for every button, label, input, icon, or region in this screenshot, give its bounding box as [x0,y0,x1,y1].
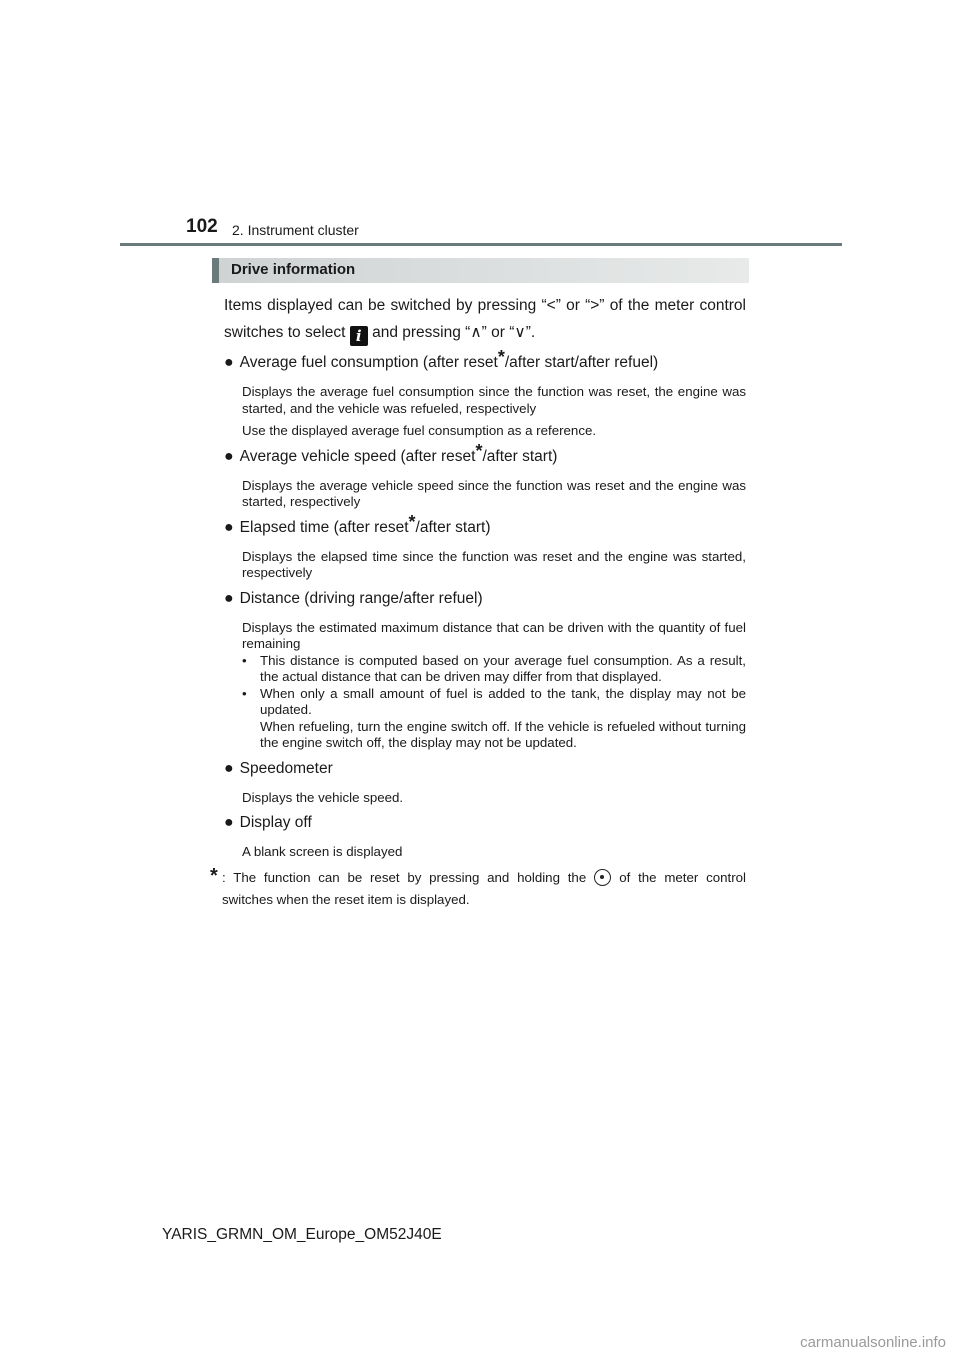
heading-text: Drive information [231,261,356,278]
item-title-average-speed [224,440,746,468]
sub-bullet-item [242,652,746,686]
heading-bar [212,258,749,283]
bullet-icon: ● [224,518,234,536]
item-title-text: Elapsed time (after reset [239,518,409,536]
page-number: 102 [186,216,218,237]
item-title-text: /after start) [415,518,491,536]
bullet-icon: ● [224,354,234,371]
footnote-text [222,867,746,911]
ok-button-icon [594,869,611,886]
asterisk-icon: * [210,864,218,887]
info-icon: i [350,326,368,346]
header-rule [120,243,842,246]
bullet-icon: ● [224,447,234,465]
bullet-icon: ● [224,814,234,831]
footnote-prefix: : [222,869,226,885]
section-title: 2. Instrument cluster [232,222,359,238]
item-description: Use the displayed average fuel consumption as a reference. [242,423,597,438]
item-title-speedometer [224,758,746,780]
item-description: Displays the elapsed time since the function was reset and the engine was started, respectively [242,548,746,580]
asterisk-icon: * [408,511,416,532]
intro-text-start: Items displayed can be switched by pressing “<” or “>” of the meter control switches to select [224,297,746,341]
sub-bullet-continuation: When refueling, turn the engine switch off. If the vehicle is refueled without turning the engine switch off, the display may not be updated. [260,718,746,750]
footnote-text-start: The function can be reset by pressing and holding the [233,869,587,885]
item-title-text: /after start) [482,447,558,465]
content [210,292,746,911]
item-title-display-off [224,812,746,834]
document-code: YARIS_GRMN_OM_Europe_OM52J40E [162,1226,442,1243]
item-title-text: Speedometer [239,759,333,777]
bullet-icon: ● [224,589,234,607]
item-title-text: Average fuel consumption (after reset [239,354,498,371]
asterisk-icon: * [475,440,483,461]
item-title-text: Average vehicle speed (after reset [239,447,476,465]
footnote [210,864,746,911]
item-title-elapsed-time [224,511,746,539]
item-description: Displays the average vehicle speed since the function was reset and the engine was started, respectively [242,477,746,509]
sub-bullet-text: This distance is computed based on your average fuel consumption. As a result, the actual distance that can be driven may differ from that displayed. [260,652,746,684]
item-description: Displays the vehicle speed. [242,789,404,805]
sub-bullet-icon: • [242,685,247,701]
intro-paragraph [224,292,746,346]
sub-bullet-item [242,685,746,719]
item-description: Displays the average fuel consumption since the function was reset, the engine was started, and the vehicle was refueled, respectively [242,384,746,416]
sub-bullet-icon: • [242,652,247,668]
sub-bullet-text: When only a small amount of fuel is added to the tank, the display may not be updated. [260,685,746,717]
item-description: Displays the estimated maximum distance that can be driven with the quantity of fuel remaining [242,619,746,651]
item-title-distance [224,588,746,610]
item-title-text: Distance (driving range/after refuel) [239,589,483,607]
item-title-text: Display off [239,814,312,831]
asterisk-icon: * [497,347,505,367]
intro-text-end: and pressing “∧” or “∨”. [372,324,536,341]
watermark: carmanualsonline.info [800,1334,946,1351]
item-description: A blank screen is displayed [242,844,403,859]
footnote-text-end: of the meter control switches when the reset item is displayed. [222,869,746,907]
item-title-average-fuel [224,347,746,374]
item-title-text: /after start/after refuel) [504,354,659,371]
bullet-icon: ● [224,759,234,777]
